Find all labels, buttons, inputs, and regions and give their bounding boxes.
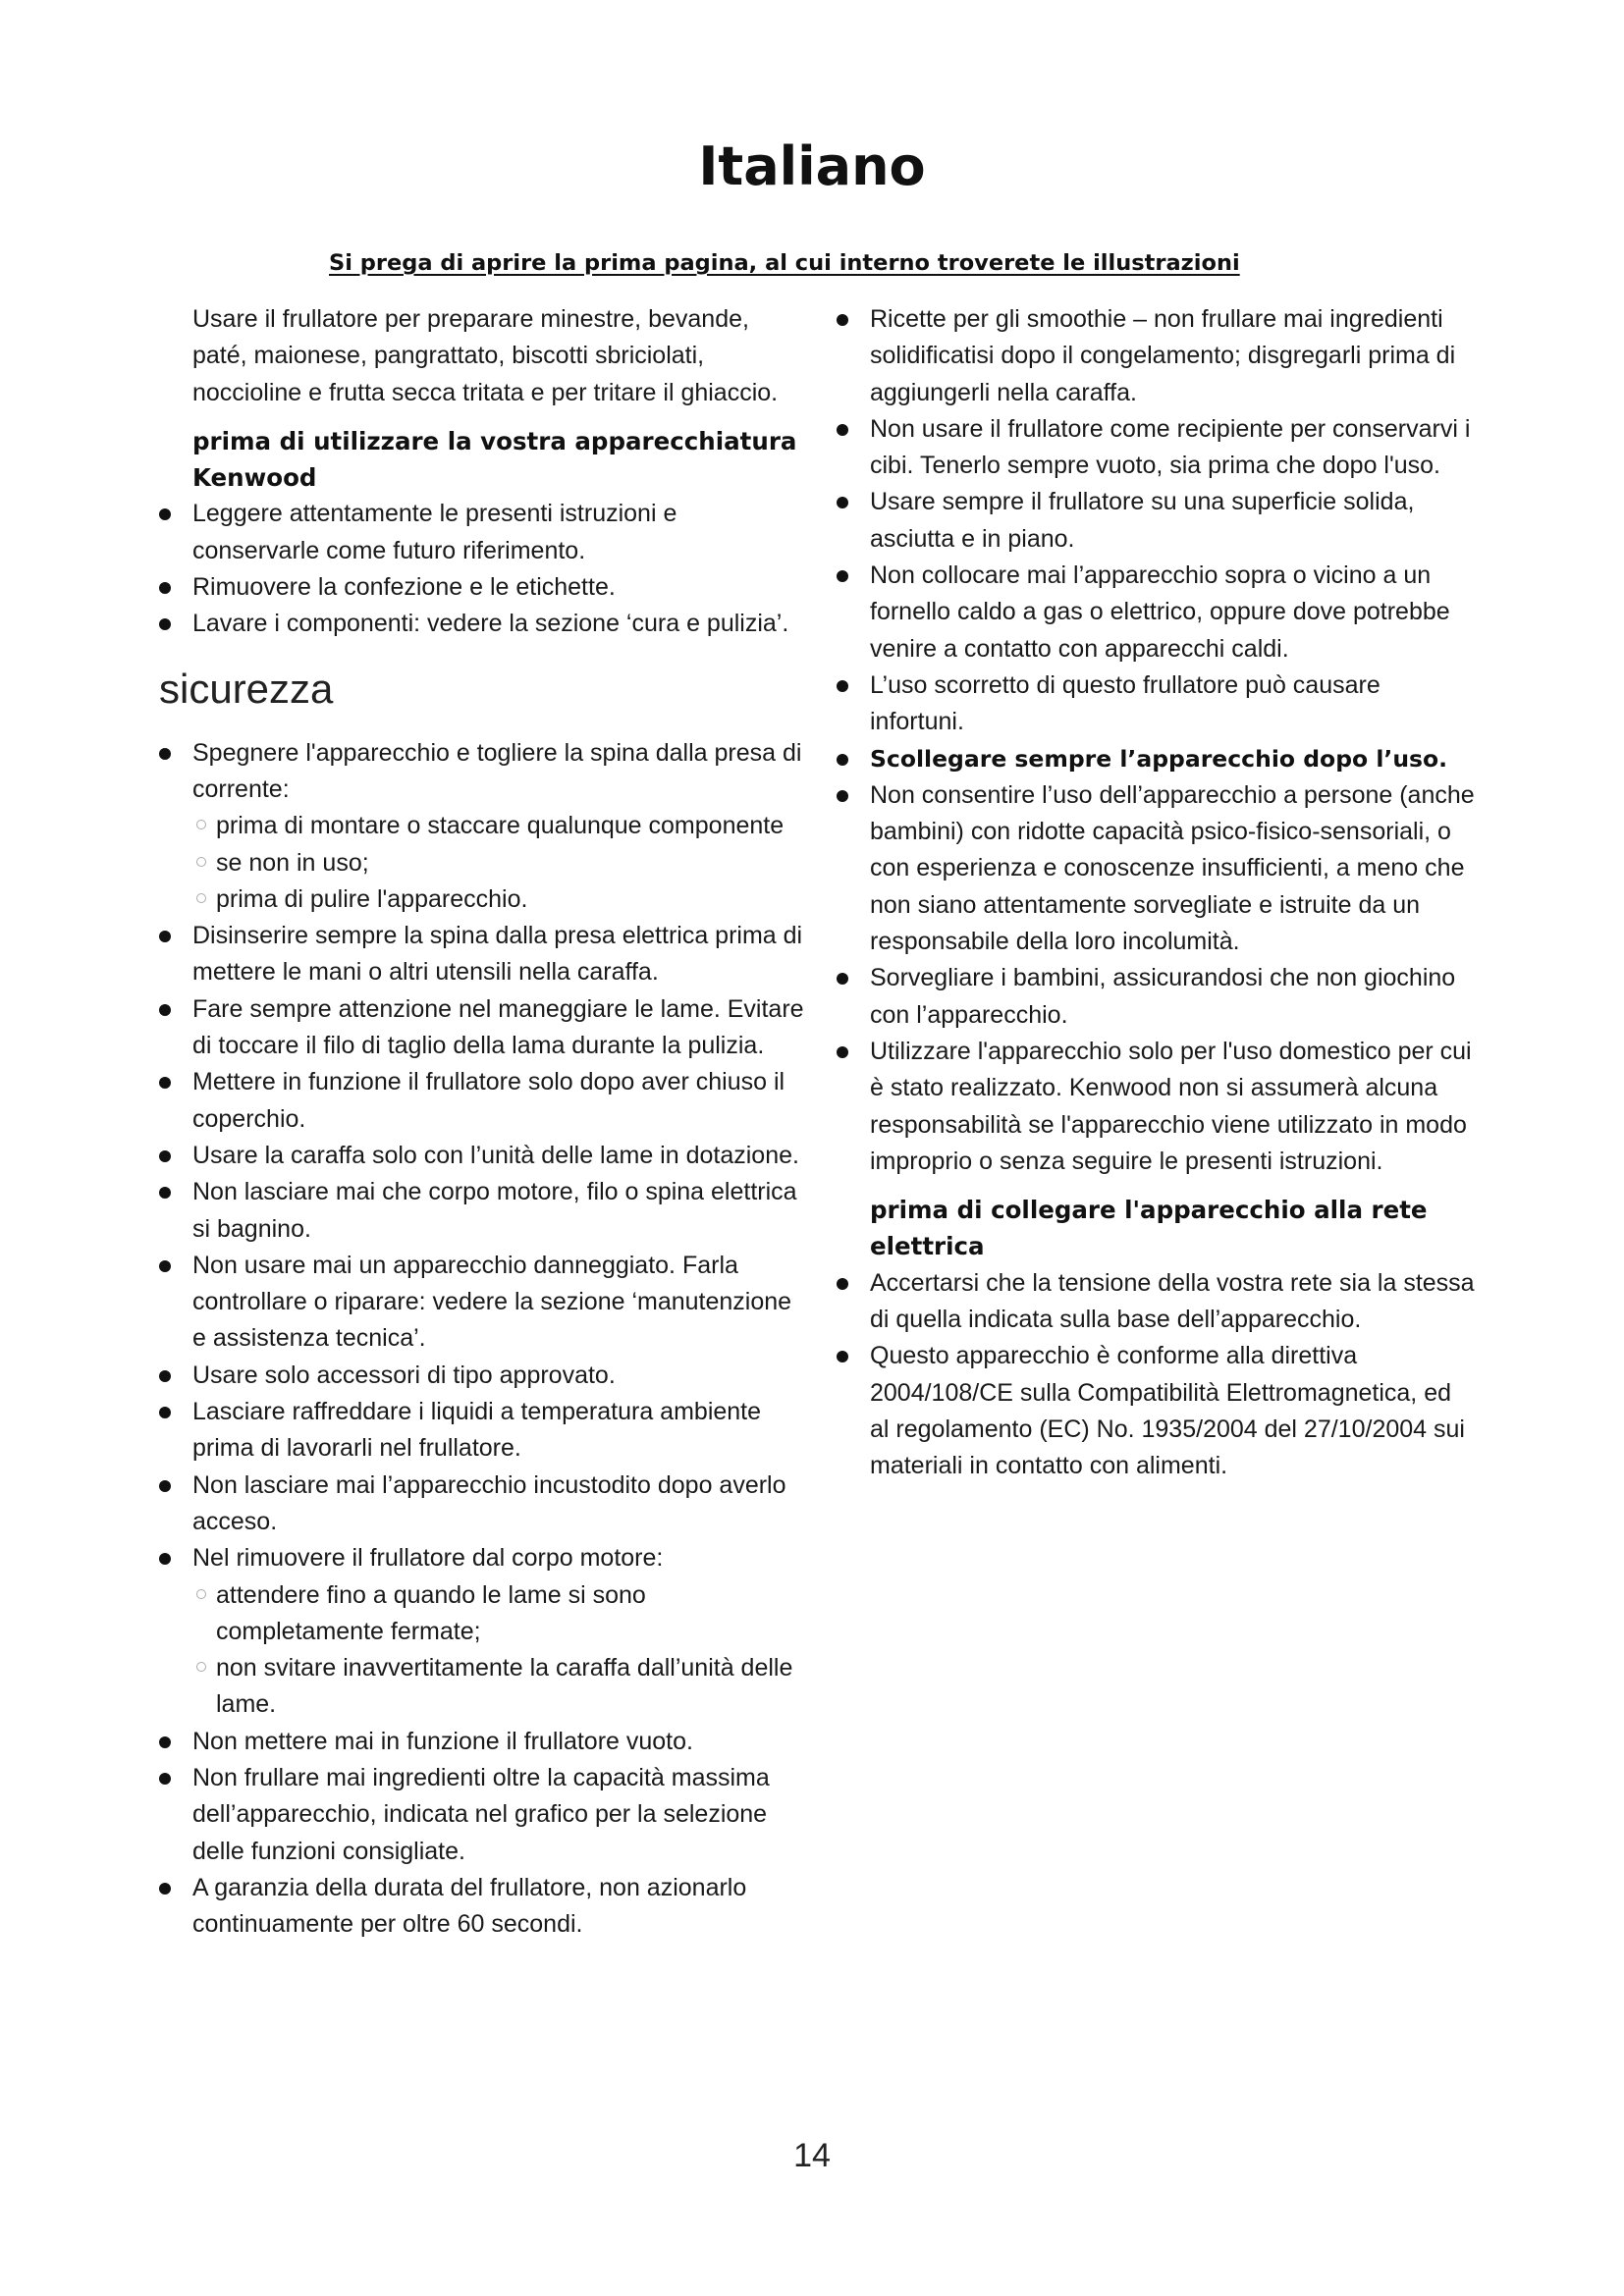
list-item: Fare sempre attenzione nel maneggiare le lame. Evitare di toccare il filo di taglio della lama durante la pulizia. <box>159 991 807 1065</box>
list-item: Questo apparecchio è conforme alla direttiva 2004/108/CE sulla Compatibilità Elettromagnetica, ed al regolamento (EC) No. 1935/2004 del 27/10/2004 sui materiali in contatto con alimenti. <box>837 1338 1477 1484</box>
list-item: Non lasciare mai che corpo motore, filo o spina elettrica si bagnino. <box>159 1174 807 1248</box>
list-item: Non frullare mai ingredienti oltre la capacità massima dell’apparecchio, indicata nel grafico per la selezione delle funzioni consigliate. <box>159 1760 807 1870</box>
list-item: Non usare mai un apparecchio danneggiato. Farla controllare o riparare: vedere la sezione ‘manutenzione e assistenza tecnica’. <box>159 1248 807 1358</box>
safety-heading: sicurezza <box>159 665 334 712</box>
list-item: Ricette per gli smoothie – non frullare mai ingredienti solidificatisi dopo il congelamento; disgregarli prima di aggiungerli nella caraffa. <box>837 301 1477 411</box>
before-connecting-heading: prima di collegare l'apparecchio alla rete elettrica <box>870 1196 1428 1261</box>
list-item: Leggere attentamente le presenti istruzioni e conservarle come futuro riferimento. <box>159 496 807 569</box>
left-column <box>159 301 807 1943</box>
list-item: Nel rimuovere il frullatore dal corpo motore: <box>159 1540 807 1576</box>
list-item: Non usare il frullatore come recipiente per conservarvi i cibi. Tenerlo sempre vuoto, sia prima che dopo l'uso. <box>837 411 1477 485</box>
list-item: Spegnere l'apparecchio e togliere la spina dalla presa di corrente: <box>159 735 807 809</box>
safety-list-continued <box>837 301 1477 1180</box>
list-item: Disinserire sempre la spina dalla presa elettrica prima di mettere le mani o altri utensili nella caraffa. <box>159 918 807 991</box>
list-item: A garanzia della durata del frullatore, non azionarlo continuamente per oltre 60 secondi. <box>159 1870 807 1944</box>
right-column <box>837 301 1477 1485</box>
sub-list-item: prima di pulire l'apparecchio. <box>159 881 807 918</box>
list-item: Lasciare raffreddare i liquidi a temperatura ambiente prima di lavorarli nel frullatore. <box>159 1394 807 1468</box>
list-item: Usare solo accessori di tipo approvato. <box>159 1358 807 1394</box>
list-item: Non collocare mai l’apparecchio sopra o vicino a un fornello caldo a gas o elettrico, oppure dove potrebbe venire a contatto con apparecchi caldi. <box>837 558 1477 667</box>
list-item: Mettere in funzione il frullatore solo dopo aver chiuso il coperchio. <box>159 1064 807 1138</box>
list-item: Non lasciare mai l’apparecchio incustodito dopo averlo acceso. <box>159 1468 807 1541</box>
list-item-emphasis: Scollegare sempre l’apparecchio dopo l’uso. <box>837 741 1477 777</box>
sub-list-item: prima di montare o staccare qualunque componente <box>159 808 807 844</box>
list-item: L’uso scorretto di questo frullatore può causare infortuni. <box>837 667 1477 741</box>
sub-list-item: non svitare inavvertitamente la caraffa dall’unità delle lame. <box>159 1650 807 1724</box>
list-item: Usare sempre il frullatore su una superficie solida, asciutta e in piano. <box>837 484 1477 558</box>
list-item: Non consentire l’uso dell’apparecchio a persone (anche bambini) con ridotte capacità psico-fisico-sensoriali, o con esperienza e conoscenze insufficienti, a meno che non siano attentamente sorvegliate e istruite da un responsabile della loro incolumità. <box>837 777 1477 960</box>
sub-list-item: se non in uso; <box>159 845 807 881</box>
safety-list <box>159 735 807 1944</box>
before-use-heading: prima di utilizzare la vostra apparecchiatura Kenwood <box>192 426 797 493</box>
sub-list-item: attendere fino a quando le lame si sono completamente fermate; <box>159 1577 807 1651</box>
intro-paragraph: Usare il frullatore per preparare minestre, bevande, paté, maionese, pangrattato, biscotti sbriciolati, noccioline e frutta secca tritata e per tritare il ghiaccio. <box>192 305 779 406</box>
before-connecting-list <box>837 1265 1477 1485</box>
page-number: 14 <box>793 2137 831 2174</box>
list-item: Sorvegliare i bambini, assicurandosi che non giochino con l’apparecchio. <box>837 960 1477 1034</box>
before-use-list <box>159 496 807 642</box>
list-item: Accertarsi che la tensione della vostra rete sia la stessa di quella indicata sulla base dell’apparecchio. <box>837 1265 1477 1339</box>
list-item: Utilizzare l'apparecchio solo per l'uso domestico per cui è stato realizzato. Kenwood non si assumerà alcuna responsabilità se l'apparecchio viene utilizzato in modo improprio o senza seguire le presenti istruzioni. <box>837 1034 1477 1180</box>
list-item: Rimuovere la confezione e le etichette. <box>159 569 807 606</box>
page-title: Italiano <box>698 135 926 197</box>
list-item: Usare la caraffa solo con l’unità delle lame in dotazione. <box>159 1138 807 1174</box>
list-item: Lavare i componenti: vedere la sezione ‘cura e pulizia’. <box>159 606 807 642</box>
illustrations-note: Si prega di aprire la prima pagina, al cui interno troverete le illustrazioni <box>329 250 1240 276</box>
list-item: Non mettere mai in funzione il frullatore vuoto. <box>159 1724 807 1760</box>
